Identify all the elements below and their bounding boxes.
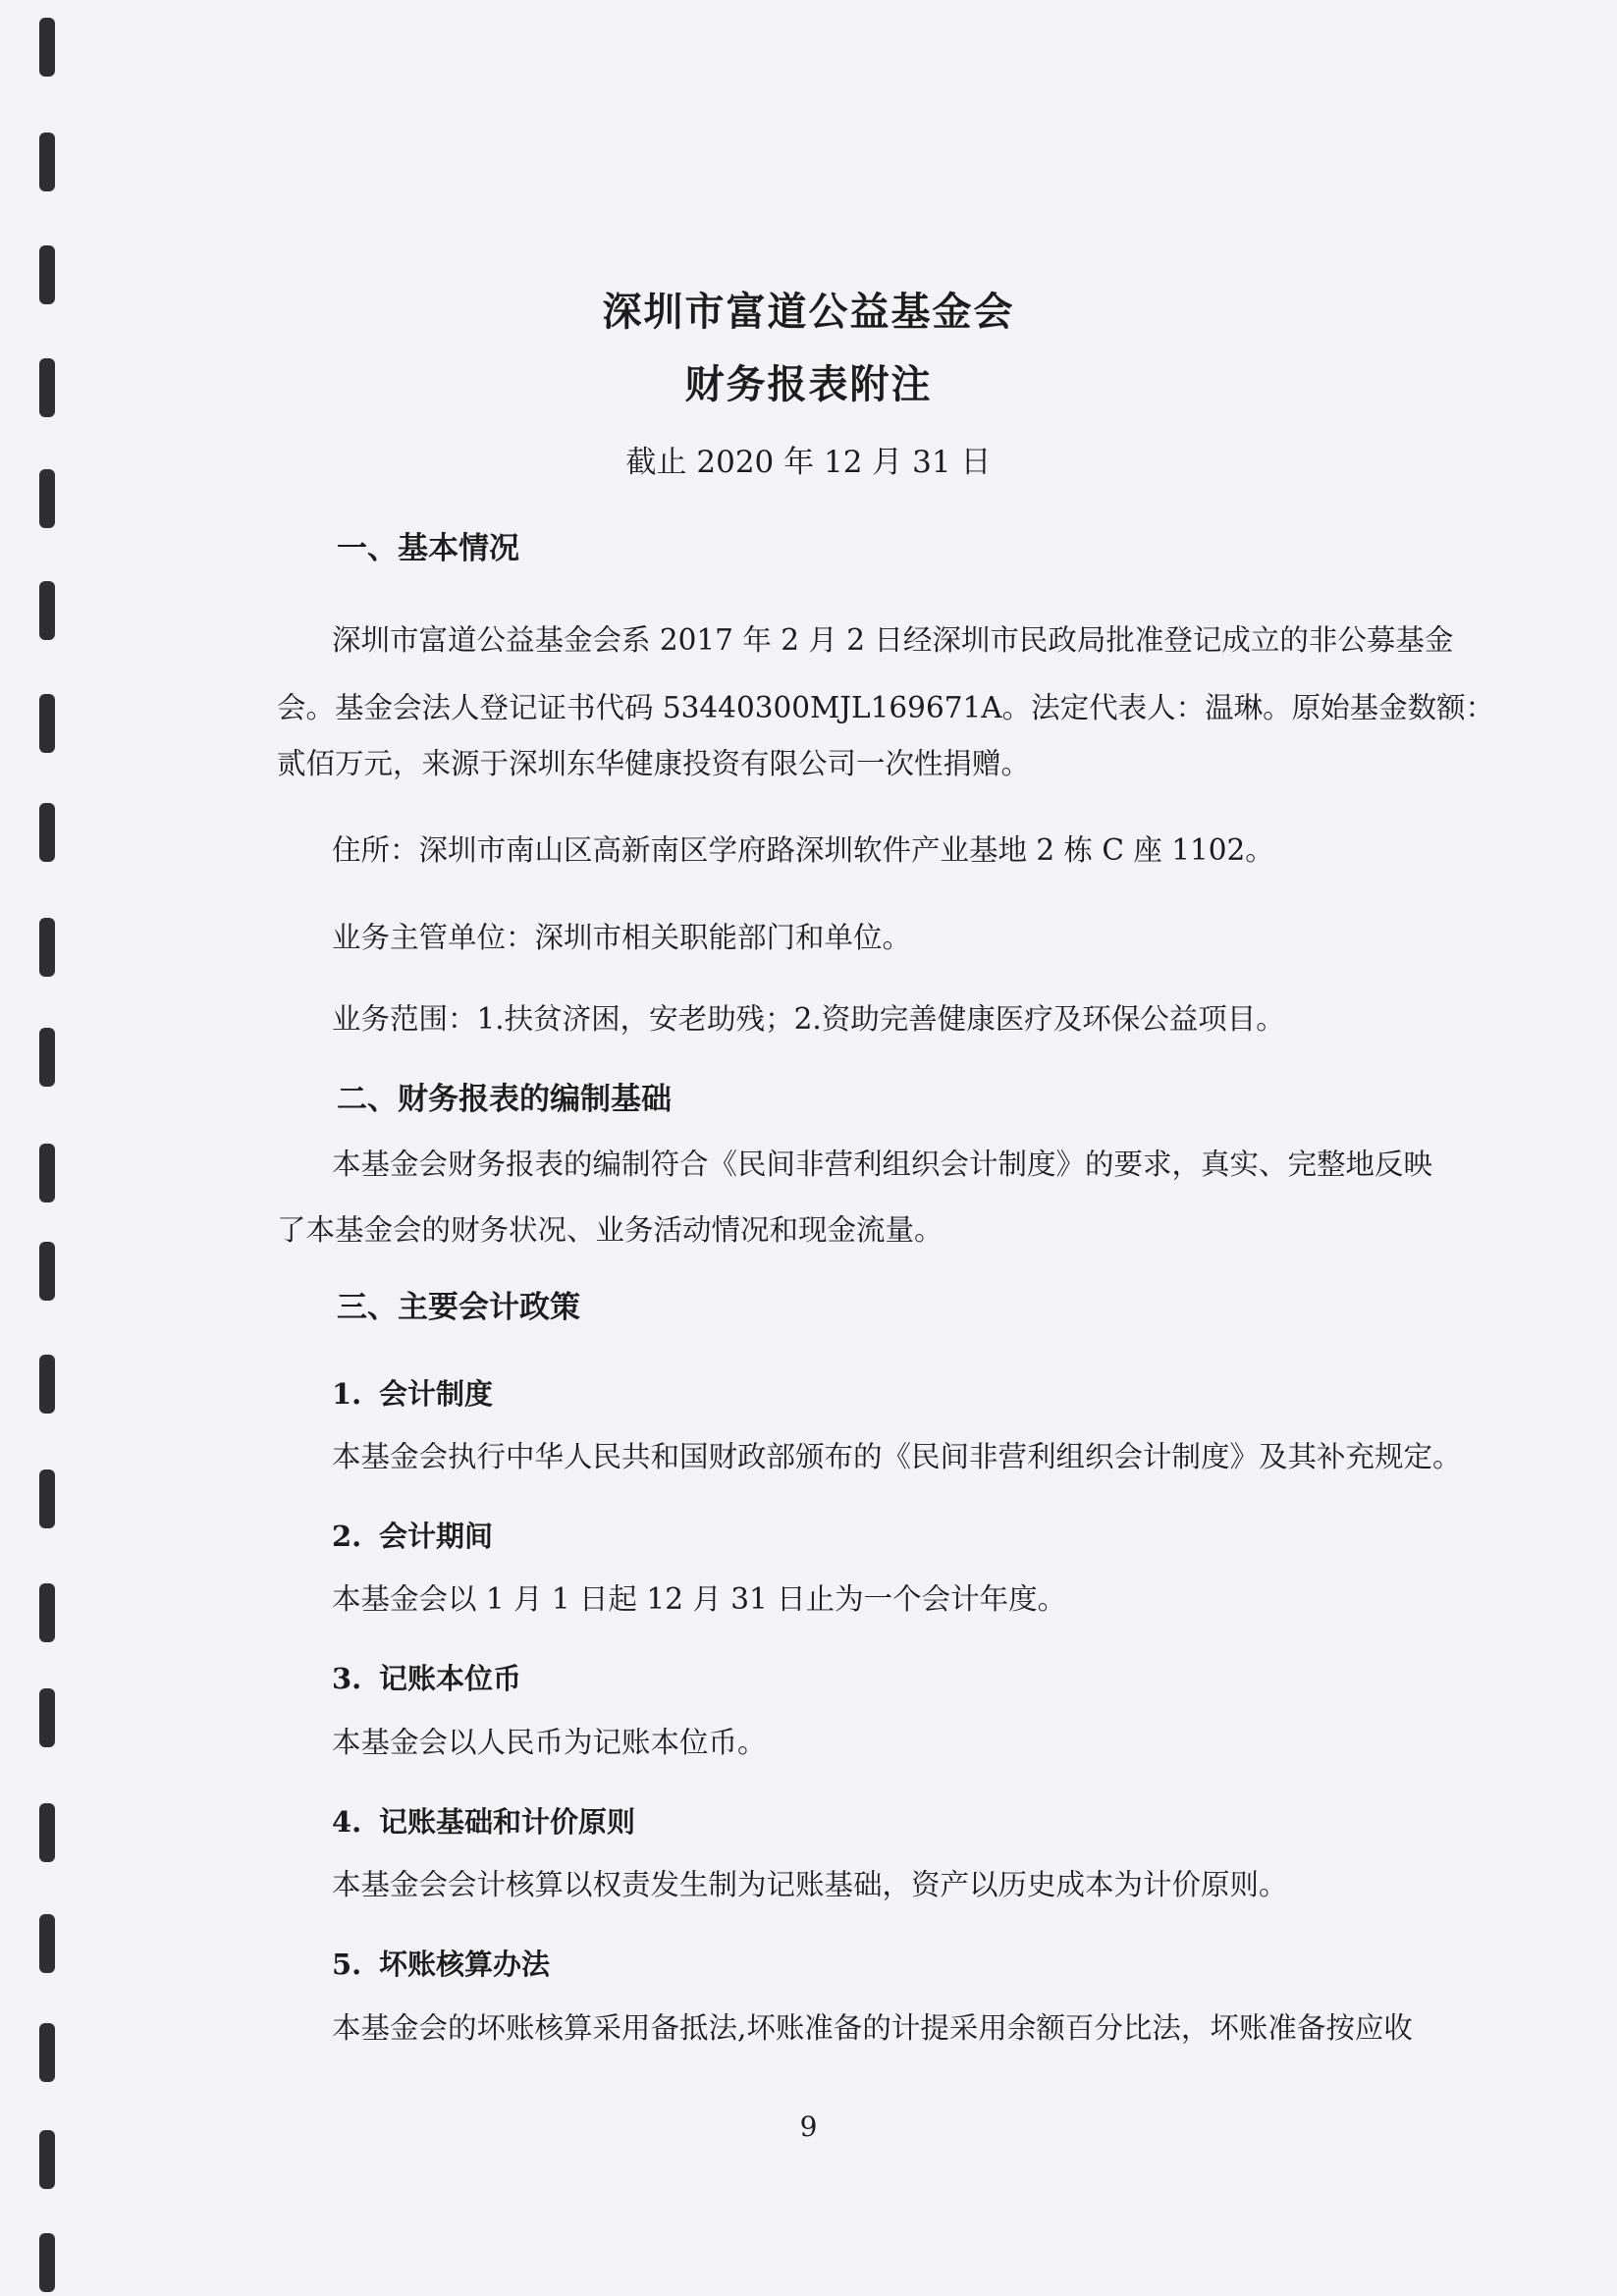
binder-hole [39,2233,55,2292]
policy-item-text: 本基金会的坏账核算采用备抵法,坏账准备的计提采用余额百分比法，坏账准备按应收 [332,2011,1413,2045]
paragraph-line: 深圳市富道公益基金会系 2017 年 2 月 2 日经深圳市民政局批准登记成立的非公募基金 [332,623,1454,657]
document-subtitle: 财务报表附注 [684,361,933,407]
document-title: 深圳市富道公益基金会 [602,289,1015,335]
binder-hole [39,803,55,862]
policy-item-num: 2. [332,1520,362,1553]
paragraph-line: 了本基金会的财务状况、业务活动情况和现金流量。 [277,1213,943,1247]
policy-item-text: 本基金会以人民币为记账本位币。 [332,1726,767,1759]
policy-item-title: 记账基础和计价原则 [379,1805,636,1839]
scope-line: 业务范围：1.扶贫济困，安老助残；2.资助完善健康医疗及环保公益项目。 [332,1002,1285,1036]
binder-hole [39,918,55,977]
supervisor-line: 业务主管单位：深圳市相关职能部门和单位。 [332,921,912,954]
binder-rail [0,0,79,2296]
binder-hole [39,1583,55,1642]
policy-item-num: 5. [332,1948,362,1981]
binder-hole [39,133,55,191]
date-line: 截止 2020 年 12 月 31 日 [625,445,992,480]
policy-item-num: 4. [332,1805,362,1839]
paragraph-line: 贰佰万元，来源于深圳东华健康投资有限公司一次性捐赠。 [277,747,1031,780]
paragraph-line: 本基金会财务报表的编制符合《民间非营利组织会计制度》的要求，真实、完整地反映 [332,1148,1433,1181]
binder-hole [39,2023,55,2082]
policy-item-text: 本基金会以 1 月 1 日起 12 月 31 日止为一个会计年度。 [332,1582,1067,1616]
policy-item-title: 坏账核算办法 [379,1948,551,1981]
page-number: 9 [799,2110,818,2143]
binder-hole [39,1469,55,1528]
policy-item-text: 本基金会会计核算以权责发生制为记账基础，资产以历史成本为计价原则。 [332,1868,1288,1901]
section1-heading: 一、基本情况 [337,531,519,566]
binder-hole [39,1688,55,1747]
binder-hole [39,1242,55,1301]
address-line: 住所：深圳市南山区高新南区学府路深圳软件产业基地 2 栋 C 座 1102。 [332,833,1274,867]
policy-item-title: 记账本位币 [379,1662,522,1695]
binder-hole [39,1028,55,1087]
section3-heading: 三、主要会计政策 [337,1290,580,1325]
binder-hole [39,1803,55,1862]
policy-item-title: 会计制度 [379,1377,494,1411]
policy-item-title: 会计期间 [379,1520,494,1553]
binder-hole [39,1355,55,1414]
binder-hole [39,1144,55,1202]
binder-hole [39,18,55,77]
section2-heading: 二、财务报表的编制基础 [337,1082,672,1117]
binder-hole [39,1914,55,1973]
binder-hole [39,694,55,753]
policy-item-num: 1. [332,1377,362,1411]
policy-item-text: 本基金会执行中华人民共和国财政部颁布的《民间非营利组织会计制度》及其补充规定。 [332,1440,1462,1473]
binder-hole [39,581,55,640]
policy-item-num: 3. [332,1662,362,1695]
paragraph-line: 会。基金会法人登记证书代码 53440300MJL169671A。法定代表人：温琳。原始基金数额： [277,691,1495,724]
